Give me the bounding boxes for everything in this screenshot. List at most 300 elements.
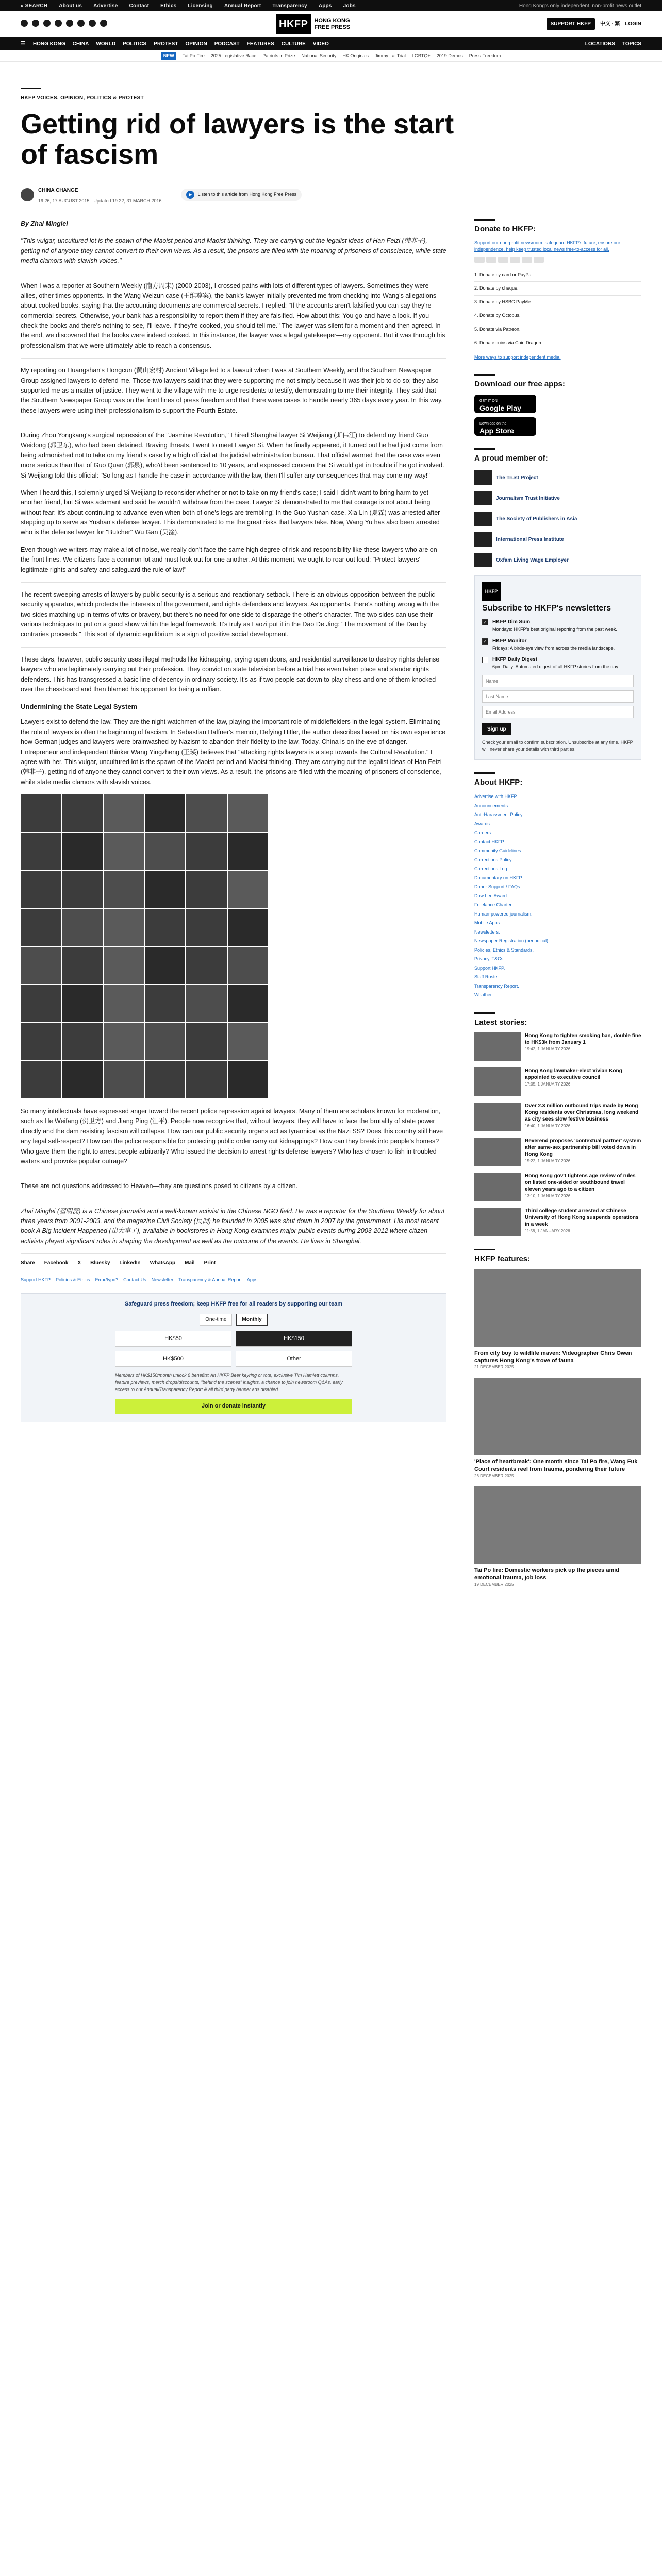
portrait-photo: [228, 1023, 268, 1060]
intro-quote: "This vulgar, uncultured lot is the spawn of the Maoist period and Maoist thinking. They are carrying out the legalist ideas of Han Feizi (韩非子), getting rid of anyone they cannot convert to their own views. As a result, the prisons are filled with the moaning of prisoners of conscience, while state media clamors with slavish voices.": [21, 237, 446, 265]
trending-link[interactable]: HK Originals: [342, 53, 369, 58]
social-icons: [21, 20, 107, 27]
story-thumbnail[interactable]: [474, 1103, 521, 1131]
about-link[interactable]: Dow Lee Award.: [474, 893, 508, 899]
about-link[interactable]: Documentary on HKFP.: [474, 875, 523, 880]
story-date: 16:40, 1 JANUARY 2026: [525, 1124, 571, 1129]
portrait-photo: [62, 947, 102, 984]
portrait-photo: [104, 833, 144, 870]
latest-story[interactable]: [474, 1208, 641, 1236]
main-nav: [0, 37, 662, 50]
store-big: App Store: [479, 426, 514, 435]
donate-text: [474, 240, 641, 253]
about-link[interactable]: Freelance Charter.: [474, 902, 513, 908]
language-switch[interactable]: 中文 ∙ 繁: [600, 21, 620, 27]
portrait-photo: [21, 947, 61, 984]
section-subhead: Undermining the State Legal System: [21, 703, 138, 711]
about-link[interactable]: Support HKFP.: [474, 965, 505, 971]
portrait-photo: [62, 871, 102, 908]
name-input[interactable]: [482, 675, 634, 687]
share-linkedin[interactable]: LinkedIn: [119, 1260, 141, 1266]
tagline: Hong Kong's only independent, non-profit news outlet: [519, 3, 641, 9]
portrait-photo: [145, 985, 185, 1022]
nav-item[interactable]: VIDEO: [312, 41, 329, 47]
newsletter-name: HKFP Daily Digest: [492, 657, 538, 663]
about-link[interactable]: Awards.: [474, 821, 491, 826]
divider: [474, 772, 495, 774]
donate-methods: [474, 268, 641, 350]
instagram-icon[interactable]: [43, 20, 51, 27]
trending-link[interactable]: National Security: [301, 53, 337, 58]
trending-link[interactable]: Press Freedom: [469, 53, 501, 58]
divider: [474, 219, 495, 221]
rss-icon[interactable]: [100, 20, 107, 27]
donate-method[interactable]: 5. Donate via Patreon.: [474, 323, 641, 336]
footer-link[interactable]: Error/typo?: [95, 1277, 119, 1282]
jti-logo: [474, 491, 492, 505]
feature-title[interactable]: 'Place of heartbreak': One month since Tai Po fire, Wang Fuk Court residents reel from trauma, pondering their future: [474, 1459, 638, 1472]
amount-option[interactable]: HK$50: [115, 1331, 231, 1347]
article-byline-text: By Zhai Minglei: [21, 220, 68, 227]
feature-date: 21 DECEMBER 2025: [474, 1365, 514, 1370]
nav-item[interactable]: FEATURES: [246, 41, 274, 47]
tab-one-time[interactable]: One-time: [200, 1314, 232, 1326]
feature-date: 19 DECEMBER 2025: [474, 1582, 514, 1587]
trending-link[interactable]: Patriots in Prize: [262, 53, 295, 58]
topbar-link[interactable]: Jobs: [343, 3, 356, 9]
share-label: Share: [21, 1260, 35, 1266]
portrait-photo: [62, 1061, 102, 1098]
portrait-photo: [62, 833, 102, 870]
feature-title[interactable]: Tai Po fire: Domestic workers pick up the pieces amid emotional trauma, job loss: [474, 1567, 619, 1581]
portrait-photo: [228, 909, 268, 946]
about-link[interactable]: Newsletters.: [474, 929, 500, 935]
trending-link[interactable]: Jimmy Lai Trial: [374, 53, 406, 58]
tab-monthly[interactable]: Monthly: [236, 1314, 267, 1326]
payment-cards: [474, 257, 641, 263]
logo-line-1: HONG KONG: [314, 18, 350, 24]
footer-link[interactable]: Policies & Ethics: [56, 1277, 90, 1282]
divider: [21, 582, 446, 583]
portrait-photo: [186, 985, 226, 1022]
portrait-photo: [145, 871, 185, 908]
visa-icon: [474, 257, 485, 263]
newsletter-desc: Fridays: A birds-eye view from across the media landscape.: [492, 645, 615, 651]
latest-story[interactable]: [474, 1067, 641, 1096]
portrait-photo: [145, 947, 185, 984]
nav-item-topics[interactable]: TOPICS: [622, 41, 641, 47]
portrait-photo: [186, 1061, 226, 1098]
trending-link[interactable]: 2025 Legislative Race: [210, 53, 257, 58]
story-title[interactable]: Hong Kong lawmaker-elect Vivian Kong appointed to executive council: [525, 1068, 622, 1081]
feature-story[interactable]: [474, 1269, 641, 1371]
feature-title[interactable]: From city boy to wildlife maven: Videographer Chris Owen captures Hong Kong's trove of fauna: [474, 1350, 632, 1364]
member-logo[interactable]: [474, 491, 641, 505]
topbar-link[interactable]: Contact: [129, 3, 150, 9]
donate-method[interactable]: 6. Donate coins via Coin Dragon.: [474, 336, 641, 350]
googlepay-icon: [534, 257, 544, 263]
byline: [21, 184, 641, 206]
member-logo[interactable]: [474, 512, 641, 526]
ipi-logo: [474, 532, 492, 547]
about-title: About HKFP:: [474, 777, 523, 787]
paragraph: These days, however, public security uses illegal methods like kidnapping, prying open doors, and residential surveillance to destroy rights defense lawyers who are legitimately carrying out their profession. They convict on state television before a trial has even taken place and slander rights defenders. This has transgressed a basic line of decency in ordinary society. It's as if two people sat down to play chess and one of them knocked over the chessboard and then blamed his opponent for being a ruffian.: [21, 655, 440, 693]
topbar-link[interactable]: Apps: [318, 3, 332, 9]
publish-date: 19:26, 17 AUGUST 2015 · Updated 19:22, 31 MARCH 2016: [38, 198, 162, 204]
amount-option-selected[interactable]: HK$150: [236, 1331, 352, 1347]
article-title: Getting rid of lawyers is the start of fascism: [21, 109, 454, 171]
donate-frequency-tabs: [28, 1314, 439, 1326]
amount-option-other[interactable]: Other: [236, 1351, 352, 1367]
footer-link[interactable]: Transparency & Annual Report: [178, 1277, 242, 1282]
portrait-photo: [145, 909, 185, 946]
paragraph: My reporting on Huangshan's Hongcun (黄山宏村) Ancient Village led to a lawsuit when I was at Southern Weekly, and the Southern Newspaper Group assigned lawyers to defend me. Those two lawyers said that they were supporting me not simply because it was their job to do so; they also supported me as a matter of justice. They went to the village with me to urge residents to testify, demonstrating to me their integrity. They said that the Southern Newspaper Group was on the front lines of press freedom and that there were cases to handle nearly 365 days every year. In this way, these lawyers were using their professionalism to support the Fourth Estate.: [21, 367, 443, 414]
oxfam-logo: [474, 553, 492, 567]
portrait-photo: [62, 985, 102, 1022]
portrait-photo: [104, 947, 144, 984]
donate-method[interactable]: 1. Donate by card or PayPal.: [474, 268, 641, 282]
hkfp-logo: HKFP: [482, 582, 501, 601]
topbar-link[interactable]: Ethics: [160, 3, 177, 9]
about-link[interactable]: Corrections Log.: [474, 866, 509, 872]
portrait-photo: [228, 985, 268, 1022]
logo-line-2: FREE PRESS: [314, 24, 351, 30]
story-date: 17:05, 1 JANUARY 2026: [525, 1082, 571, 1087]
article-footer-links: [21, 1277, 446, 1284]
newsletter-text: [492, 656, 619, 671]
topbar-link[interactable]: Advertise: [93, 3, 118, 9]
topbar-link[interactable]: Annual Report: [224, 3, 261, 9]
story-text: [525, 1032, 641, 1061]
trending-link[interactable]: Tai Po Fire: [182, 53, 205, 58]
about-link[interactable]: Donor Support / FAQs.: [474, 884, 522, 890]
email-input[interactable]: [482, 706, 634, 718]
about-link[interactable]: Contact HKFP.: [474, 839, 505, 844]
nav-item[interactable]: WORLD: [96, 41, 116, 47]
donate-method[interactable]: 3. Donate by HSBC PayMe.: [474, 295, 641, 309]
newsletter-desc: 6pm Daily: Automated digest of all HKFP stories from the day.: [492, 664, 619, 670]
latest-story[interactable]: [474, 1173, 641, 1201]
support-button[interactable]: SUPPORT HKFP: [547, 18, 595, 30]
paragraph: When I heard this, I solemnly urged Si Weijiang to reconsider whether or not to take on my friend's case; I said I didn't want to bring harm to yet another friend, but Si was adamant and said he wouldn't withdraw from the case. Lawyer Si demonstrated to me that courage is not about being without fear: it's about continuing to advance even when both of one's legs are trembling! In the Guo Yushan case, Xia Lin (夏霖) was arrested after stepping up to serve as Yushan's defense lawyer. This demonstrated to me the great risks that lawyers take. Now, Wang Yu has also been arrested who is the defense lawyer for "Butcher" Wu Gan (吴淦).: [21, 488, 440, 536]
play-icon[interactable]: ▶: [186, 191, 194, 199]
paragraph: Lawyers exist to defend the law. They are the night watchmen of the law, playing the important role of middlefielders in the legal system. Eliminating the role of lawyers is often the beginning of fascism. In Sebastian Haffner's memoir, Defying Hitler, the author describes based on his own experience how German judges and lawyers were brainwashed by Nazism to abandon their fidelity to the law. Today, China is on the eve of danger. Entrepreneur and independent thinker Wang Yingzheng (王瑛) believes that "attacking rights lawyers is a step towards the Cultural Revolution." I agree with her. This vulgar, uncultured lot is the spawn of the Maoist period and Maoist thinking. They are carrying out the legalist ideas of Han Feizi (韩非子), getting rid of anyone they cannot convert to their own views. As a result, the prisons are filled with the moaning of prisoners of conscience, while state media clamors with slavish voices.: [21, 718, 446, 786]
article-category[interactable]: HKFP VOICES, OPINION, POLITICS & PROTEST: [21, 95, 144, 101]
apps-title: Download our free apps:: [474, 380, 565, 388]
member-benefits-note: Members of HK$150/month unlock 8 benefits: An HKFP Beer keyring or tote, exclusive Tim Hamlett columns, feature previews, merch drops/discounts, "behind the scenes" insights, a chance to join newsroom Q&As, early access to our Annual/Transparency Report & all third party banner ads disabled.: [115, 1372, 343, 1393]
nav-item[interactable]: PODCAST: [214, 41, 240, 47]
portrait-photo: [21, 833, 61, 870]
latest-story[interactable]: [474, 1138, 641, 1166]
topbar-link[interactable]: Licensing: [188, 3, 213, 9]
story-thumbnail[interactable]: [474, 1067, 521, 1096]
site-header: [0, 11, 662, 37]
newsletter-name: HKFP Monitor: [492, 638, 527, 644]
story-text: [525, 1067, 641, 1096]
join-donate-button[interactable]: Join or donate instantly: [115, 1399, 352, 1414]
store-small: Download on the: [479, 421, 507, 426]
photo-grid: [21, 794, 268, 1098]
portrait-photo: [228, 1061, 268, 1098]
share-print[interactable]: Print: [204, 1260, 216, 1266]
facebook-icon[interactable]: [21, 20, 28, 27]
portrait-photo: [104, 1061, 144, 1098]
about-link[interactable]: Announcements.: [474, 803, 509, 808]
member-logo[interactable]: [474, 553, 641, 567]
member-logo[interactable]: [474, 532, 641, 547]
story-text: [525, 1138, 641, 1166]
donate-text-link[interactable]: Support our non-profit newsroom: safeguard HKFP's future, ensure our independence, help keep trusted local news free-to-access for all.: [474, 240, 620, 252]
article-body: [21, 219, 446, 1422]
paragraph: During Zhou Yongkang's surgical repression of the "Jasmine Revolution," I hired Shanghai lawyer Si Weijiang (斯伟江) to defend my friend Guo Weidong (郭卫东), who had been detained. Braving threats, I went to meet Lawyer Si. When he finally appeared, it turned out he had just come from being admonished not to take on my friend's case by a high official at the judicial administration bureau. That official warned that the case was even more serious than that of Guo Quan (郭泉), who'd been sentenced to 10 years, and expressed concern that Si would get in trouble if he got involved. Si Weijiang told this official: "So long as I handle the case in accordance with the law, then I'll suffer any consequences that may come my way!": [21, 432, 444, 479]
logo-mark: HKFP: [276, 14, 311, 34]
latest-title: Latest stories:: [474, 1018, 527, 1027]
feature-image[interactable]: [474, 1378, 641, 1455]
author-block: [38, 184, 161, 206]
newsletter-option[interactable]: [482, 656, 634, 671]
store-small: GET IT ON: [479, 399, 498, 403]
sidebar: [474, 219, 641, 1595]
portrait-photo: [186, 1023, 226, 1060]
story-text: [525, 1173, 641, 1201]
newsletter-signup: [474, 575, 641, 760]
subscribe-note: Check your email to confirm subscription. Unsubscribe at any time. HKFP will never share your details with third parties.: [482, 739, 633, 752]
story-title[interactable]: Hong Kong gov't tightens age review of rules on listed one-sided or southbound travel eleven years ago to a citizen: [525, 1173, 636, 1193]
donate-widget-title: Safeguard press freedom; keep HKFP free for all readers by supporting our team: [124, 1300, 343, 1307]
share-mail[interactable]: Mail: [185, 1260, 195, 1266]
feature-image[interactable]: [474, 1486, 641, 1564]
listen-player[interactable]: [181, 189, 302, 201]
author-name[interactable]: CHINA CHANGE: [38, 187, 78, 193]
latest-story[interactable]: [474, 1032, 641, 1061]
about-link[interactable]: Careers.: [474, 830, 492, 836]
portrait-photo: [186, 871, 226, 908]
portrait-photo: [62, 794, 102, 832]
portrait-photo: [21, 909, 61, 946]
divider: [21, 358, 446, 359]
portrait-photo: [145, 794, 185, 832]
about-link[interactable]: Anti-Harassment Policy.: [474, 812, 524, 818]
x-icon[interactable]: [32, 20, 39, 27]
donate-widget: [21, 1293, 446, 1423]
portrait-photo: [186, 947, 226, 984]
portrait-photo: [21, 871, 61, 908]
story-title[interactable]: Third college student arrested at Chinese University of Hong Kong suspends operations in a week: [525, 1208, 639, 1228]
about-link[interactable]: Newspaper Registration (periodical).: [474, 938, 550, 944]
footer-link[interactable]: Newsletter: [151, 1277, 174, 1282]
member-title: A proud member of:: [474, 453, 548, 463]
author-avatar[interactable]: [21, 188, 34, 201]
portrait-photo: [145, 1061, 185, 1098]
story-date: 15:22, 1 JANUARY 2026: [525, 1159, 571, 1164]
subscribe-title: Subscribe to HKFP's newsletters: [482, 604, 611, 613]
portrait-photo: [104, 1023, 144, 1060]
trending-link[interactable]: LGBTQ+: [411, 53, 431, 58]
story-title[interactable]: Over 2.3 million outbound trips made by Hong Kong residents over Christmas, long weekend as city sees slow festive business: [525, 1103, 639, 1123]
article-header: [21, 88, 641, 213]
about-links: [474, 792, 641, 1000]
nav-item[interactable]: PROTEST: [154, 41, 178, 47]
portrait-photo: [104, 909, 144, 946]
newsletter-text: [492, 618, 617, 633]
story-title[interactable]: Hong Kong to tighten smoking ban, double fine to HK$3k from January 1: [525, 1033, 641, 1046]
sopa-logo: [474, 512, 492, 526]
portrait-photo: [145, 1023, 185, 1060]
share-facebook[interactable]: Facebook: [44, 1260, 69, 1266]
site-logo[interactable]: [276, 14, 350, 34]
divider: [21, 88, 41, 89]
amex-icon: [498, 257, 508, 263]
nav-item[interactable]: OPINION: [185, 41, 207, 47]
more-ways: [474, 354, 641, 361]
paragraph: When I was a reporter at Southern Weekly (南方周末) (2000-2003), I crossed paths with lots of different types of lawyers. Sometimes they were allies, other times opponents. In the Wang Weizun case (王维尊案), the bank's lawyer initially prevented me from checking into Wang's allegations about cooked books, saying that the accounting documents are commercial secrets. I replied: "If the accounts aren't falsified you can say they're commercial secrets. Otherwise, your bank has a responsibility to report them if they are falsified. How about this: You go and have a look. If you check the books and there's nothing to see, I'll leave. If they're cooked, you should tell me." The lawyer was silent for a moment and then agreed. In the end, we discovered that the books were indeed cooked. In this instance, the lawyer was a legal gatekeeper—my opponent. But it was through his professionalism that we were ultimately able to reach a consensus.: [21, 282, 445, 349]
divider: [474, 374, 495, 376]
trending-link[interactable]: 2019 Demos: [436, 53, 463, 58]
header-actions: [547, 18, 641, 30]
donate-title: Donate to HKFP:: [474, 225, 536, 233]
newsletter-option[interactable]: [482, 637, 634, 652]
signup-button[interactable]: Sign up: [482, 723, 511, 735]
paypal-icon: [510, 257, 520, 263]
feature-story[interactable]: [474, 1378, 641, 1479]
donate-amounts: [115, 1331, 352, 1367]
logo-text: [314, 18, 350, 30]
portrait-photo: [228, 947, 268, 984]
about-link[interactable]: Policies, Ethics & Standards.: [474, 947, 534, 953]
story-thumbnail[interactable]: [474, 1173, 521, 1201]
about-link[interactable]: Corrections Policy.: [474, 857, 513, 862]
checkbox-icon[interactable]: [482, 657, 488, 663]
nav-item-locations[interactable]: LOCATIONS: [585, 41, 615, 47]
portrait-photo: [145, 833, 185, 870]
trust-project-logo: [474, 470, 492, 485]
share-x[interactable]: X: [77, 1260, 81, 1266]
share-bar: [21, 1253, 446, 1267]
portrait-photo: [186, 909, 226, 946]
store-big: Google Play: [479, 403, 521, 412]
portrait-photo: [21, 985, 61, 1022]
nav-item[interactable]: POLITICS: [123, 41, 147, 47]
about-link[interactable]: Staff Roster.: [474, 974, 500, 980]
portrait-photo: [62, 1023, 102, 1060]
search-link[interactable]: ⌕ SEARCH: [21, 3, 48, 9]
portrait-photo: [228, 794, 268, 832]
footer-link[interactable]: Support HKFP: [21, 1277, 51, 1282]
paragraph: The recent sweeping arrests of lawyers by public security is a serious and reactionary setback. There is an obvious opposition between the public security apparatus, which protects the interests of the government, and rights defenders and lawyers. As opponents, there's nothing wrong with the two sides matching up in terms of wits or bravery, but there's no need for one side to disparage the other's character. The two sides can use their various techniques to put on a good show within the legal framework. It's truly as Laozi put it in the Dao De Jing: "The movement of the Dao by contraries proceeds." This sort of dynamic equilibrium is a sign of positive social development.: [21, 590, 439, 638]
feature-story[interactable]: [474, 1486, 641, 1588]
newsletter-desc: Mondays: HKFP's best original reporting from the past week.: [492, 626, 617, 632]
paragraph: These are not questions addressed to Heaven—they are questions posed to citizens by a citizen.: [21, 1182, 298, 1190]
about-link[interactable]: Transparency Report.: [474, 983, 519, 989]
portrait-photo: [21, 1023, 61, 1060]
applepay-icon: [522, 257, 532, 263]
trending-bar: [0, 50, 662, 62]
portrait-photo: [104, 794, 144, 832]
author-bio: Zhai Minglei (翟明磊) is a Chinese journalist and a well-known activist in the Chinese NGO field. He was a reporter for the Southern Weekly for about three years from 2001-2003, and the magazine Civil Society (民间) he founded in 2005 was shut down in 2007 by the government. His most recent book A Big Incident Happened (出大事了), available in bookstores in Hong Kong examines major public events during 2003-2012 where citizen activists played significant roles in shaping the development as well as the outcome of the events. He lives in Shanghai.: [21, 1207, 445, 1245]
checkbox-checked-icon[interactable]: ✓: [482, 638, 488, 645]
topbar-link[interactable]: About us: [59, 3, 82, 9]
portrait-photo: [186, 833, 226, 870]
divider: [474, 1012, 495, 1014]
portrait-photo: [186, 794, 226, 832]
listen-label: Listen to this article from Hong Kong Free Press: [197, 192, 297, 197]
story-text: [525, 1208, 641, 1236]
topbar-link[interactable]: Transparency: [272, 3, 307, 9]
youtube-icon[interactable]: [55, 20, 62, 27]
amount-option[interactable]: HK$500: [115, 1351, 231, 1367]
checkbox-checked-icon[interactable]: ✓: [482, 619, 488, 625]
footer-link[interactable]: Contact Us: [123, 1277, 146, 1282]
menu-icon[interactable]: ☰: [21, 40, 26, 47]
story-thumbnail[interactable]: [474, 1032, 521, 1061]
donate-method[interactable]: 4. Donate by Octopus.: [474, 309, 641, 323]
portrait-photo: [104, 871, 144, 908]
newsletter-option[interactable]: [482, 618, 634, 633]
footer-link[interactable]: Apps: [246, 1277, 258, 1282]
newsletter-name: HKFP Dim Sum: [492, 619, 531, 625]
nav-item[interactable]: HONG KONG: [32, 41, 65, 47]
story-date: 13:10, 1 JANUARY 2026: [525, 1194, 571, 1199]
features-title: HKFP features:: [474, 1255, 531, 1264]
story-thumbnail[interactable]: [474, 1138, 521, 1166]
story-text: [525, 1103, 641, 1131]
portrait-photo: [228, 833, 268, 870]
story-date: 19:42, 1 JANUARY 2026: [525, 1047, 571, 1052]
donate-method[interactable]: 2. Donate by cheque.: [474, 281, 641, 295]
login-link[interactable]: LOGIN: [625, 21, 641, 27]
portrait-photo: [21, 794, 61, 832]
portrait-photo: [21, 1061, 61, 1098]
last-name-input[interactable]: [482, 690, 634, 703]
mastercard-icon: [486, 257, 496, 263]
google-play-badge[interactable]: [474, 395, 536, 413]
member-name: International Press Institute: [496, 536, 564, 543]
share-bluesky[interactable]: Bluesky: [90, 1260, 110, 1266]
threads-icon[interactable]: [77, 20, 85, 27]
paragraph: So many intellectuals have expressed anger toward the recent police repression against lawyers. Many of them are scholars known for moderation, such as He Weifang (贺卫方) and Jiang Ping (江平). People now recognize that, without lawyers, they will have to face the brutality of state power directly and the dam resisting fascism will collapse. How can our public security organs act as tyrannical as the Nazi SS? Does this country still have any legal self-respect? How can the police responsible for protecting public order carry out kidnappings? How can they break into people's homes? Who gave them the right to arrest people arbitrarily? Who issued the decision to arrest rights defense lawyers? Who has chosen to fish in troubled waters and provoke popular outrage?: [21, 1108, 443, 1165]
linkedin-icon[interactable]: [66, 20, 73, 27]
portrait-photo: [104, 985, 144, 1022]
about-link[interactable]: Human-powered journalism.: [474, 911, 533, 917]
nav-item[interactable]: CHINA: [72, 41, 89, 47]
divider: [474, 1249, 495, 1250]
app-store-badge[interactable]: [474, 417, 536, 436]
top-utility-bar: [0, 0, 662, 11]
member-name: Journalism Trust Initiative: [496, 495, 560, 501]
nav-item[interactable]: CULTURE: [281, 41, 306, 47]
portrait-photo: [62, 909, 102, 946]
member-name: Oxfam Living Wage Employer: [496, 557, 569, 563]
member-name: The Society of Publishers in Asia: [496, 516, 577, 522]
portrait-photo: [228, 871, 268, 908]
divider: [21, 647, 446, 648]
telegram-icon[interactable]: [89, 20, 96, 27]
about-link[interactable]: Weather.: [474, 992, 493, 998]
trending-tag: NEW: [161, 52, 176, 60]
latest-story[interactable]: [474, 1103, 641, 1131]
about-link[interactable]: Privacy, T&Cs.: [474, 956, 505, 962]
about-link[interactable]: Advertise with HKFP.: [474, 794, 518, 800]
about-link[interactable]: Mobile Apps.: [474, 920, 501, 926]
share-whatsapp[interactable]: WhatsApp: [150, 1260, 176, 1266]
story-thumbnail[interactable]: [474, 1208, 521, 1236]
member-name: The Trust Project: [496, 474, 538, 481]
member-logo[interactable]: [474, 470, 641, 485]
story-title[interactable]: Reverend proposes 'contextual partner' system after same-sex partnership bill voted down in Hong Kong: [525, 1138, 641, 1158]
more-ways-link[interactable]: More ways to support independent media.: [474, 354, 561, 360]
about-link[interactable]: Community Guidelines.: [474, 848, 523, 854]
feature-image[interactable]: [474, 1269, 641, 1347]
